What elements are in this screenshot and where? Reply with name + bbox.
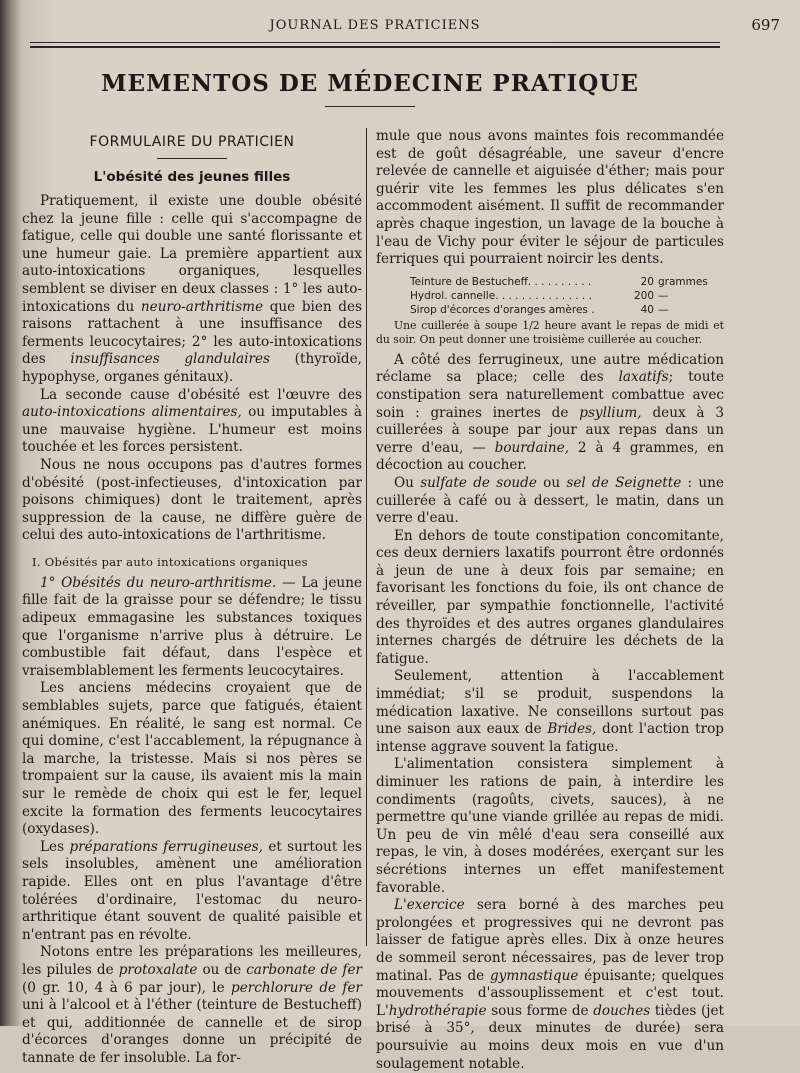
prescription-table <box>410 275 712 317</box>
paragraph: L'alimentation consistera simplement à diminuer les rations de pain, à interdire les condiments (ragoûts, civets, sauces), à ne permettre qu'une viande grillée au repas de midi. Un peu de vin mêlé d'eau sera conseillé aux repas, le vin, à doses modérées, exerçant sur les sécrétions internes un effet manifestement favorable. <box>376 756 724 896</box>
paragraph: Pratiquement, il existe une double obésité chez la jeune fille : celle qui s'accompagne de fatigue, celle qui double une santé florissante et une humeur gaie. La première appartient aux auto-intoxications organiques, lesquelles semblent se diviser en deux classes : 1° les auto-intoxications du neuro-arthritisme que bien des raisons rattachent à une insuffisance des ferments leucocytaires; 2° les auto-intoxications des insuffisances glandulaires (thyroïde, hypophyse, organes génitaux). <box>22 193 362 385</box>
journal-name: JOURNAL DES PRATICIENS <box>269 18 481 33</box>
paragraph: L'exercice sera borné à des marches peu prolongées et progressives qui ne devront pas laisser de fatigue après elles. Dix à onze heures de sommeil seront nécessaires, pas de lever trop matinal. Pas de gymnastique épuisante; quelques mouvements d'assouplissement et c'est tout. L'hydrothérapie sous forme de douches tièdes (jet brisé à 35°, deux minutes de durée) sera poursuivie au moins deux mois en vue d'un soulagement notable. <box>376 897 725 1072</box>
running-head <box>30 14 780 36</box>
paragraph: mule que nous avons maintes fois recommandée est de goût désagréable, une saveur d'encre relevée de cannelle et aiguisée d'éther; mais pour guérir vite les femmes les plus délicates s'en accommodent aisément. Il suffit de recommander après chaque ingestion, un lavage de la bouche à l'eau de Vichy pour éviter le séjour de particules ferriques qui pourraient noircir les dents. <box>376 128 724 268</box>
subheading: I. Obésités par auto intoxications organiques <box>32 554 308 569</box>
article-title: L'obésité des jeunes filles <box>93 169 291 185</box>
main-title: MEMENTOS DE MÉDECINE PRATIQUE <box>101 70 639 97</box>
paragraph: Les anciens médecins croyaient que de semblables sujets, parce que fatigués, étaient anémiques. En réalité, le sang est normal. Ce qui domine, c'est l'accablement, la répugnance à la marche, la tristesse. Mais si nos pères se trompaient sur la cause, ils avaient mis la main sur le remède de choix qui est le fer, lequel excite la formation des ferments leucocytaires (oxydases). <box>22 680 362 838</box>
paragraph: La seconde cause d'obésité est l'œuvre des auto-intoxications alimentaires, ou imputables à une mauvaise hygiène. L'humeur est moins touchée et les forces persistent. <box>22 386 362 456</box>
paragraph: Ou sulfate de soude ou sel de Seignette : une cuillerée à café ou à dessert, le matin, dans un verre d'eau. <box>376 474 724 527</box>
prescription-row: Hydrol. cannelle. . . . . . . . . . . . . . . 200 — <box>410 289 669 302</box>
header-rule <box>30 42 720 43</box>
section-rule <box>157 158 227 159</box>
section-title: FORMULAIRE DU PRATICIEN <box>89 134 295 150</box>
header-rule-thick <box>30 46 720 48</box>
paragraph: Notons entre les préparations les meilleures, les pilules de protoxalate ou de carbonate de fer (0 gr. 10, 4 à 6 par jour), le perchlorure de fer uni à l'alcool et à l'éther (teinture de Bestucheff) et qui, additionnée de cannelle et de sirop d'écorces d'oranges donne un précipité de tannate de fer insoluble. La for- <box>22 944 362 1066</box>
right-column <box>376 128 724 1073</box>
prescription-row: Teinture de Bestucheff. . . . . . . . . . 20 grammes <box>410 275 708 288</box>
title-rule <box>325 106 415 107</box>
prescription-note: Une cuillerée à soupe 1/2 heure avant le repas de midi et du soir. On peut donner une troisième cuillerée au coucher. <box>376 318 724 347</box>
paragraph: Nous ne nous occupons pas d'autres formes d'obésité (post-infectieuses, d'intoxication par poisons chimiques) dont le traitement, après suppression de la cause, ne diffère guère de celui des auto-intoxications de l'arthritisme. <box>22 456 362 544</box>
paragraph: Seulement, attention à l'accablement immédiat; s'il se produit, suspendons la médication laxative. Ne conseillons surtout pas une saison aux eaux de Brides, dont l'action trop intense aggrave souvent la fatigue. <box>376 668 724 755</box>
page-number: 697 <box>751 16 780 34</box>
column-divider <box>366 128 367 946</box>
left-column <box>22 130 362 1068</box>
prescription-row: Sirop d'écorces d'oranges amères . 40 — <box>410 303 669 316</box>
paragraph: En dehors de toute constipation concomitante, ces deux derniers laxatifs pourront être ordonnés à jeun de une à deux fois par semaine; en favorisant les fonctions du foie, ils ont chance de réveiller, par sympathie fonctionnelle, l'activité des thyroïdes et des autres organes glandulaires internes chargés de détruire les déchets de la fatigue. <box>376 527 724 667</box>
paragraph: 1° Obésités du neuro-arthritisme. — La jeune fille fait de la graisse pour se défendre; le tissu adipeux emmagasine les substances toxiques que l'organisme n'arrive plus à détruire. Le combustible fait défaut, dans l'espèce et vraisemblablement les ferments leucocytaires. <box>22 574 362 679</box>
paragraph: Les préparations ferrugineuses, et surtout les sels insolubles, amènent une amélioration rapide. Elles ont en plus l'avantage d'être tolérées d'ordinaire, l'estomac du neuro-arthritique étant souvent de qualité paisible et n'entrant pas en révolte. <box>22 838 363 943</box>
paragraph: A côté des ferrugineux, une autre médication réclame sa place; celle des laxatifs; toute constipation sera naturellement combattue avec soin : graines inertes de psyllium, deux à 3 cuillerées à soupe par jour aux repas dans un verre d'eau, — bourdaine, 2 à 4 grammes, en décoction au coucher. <box>376 351 725 474</box>
